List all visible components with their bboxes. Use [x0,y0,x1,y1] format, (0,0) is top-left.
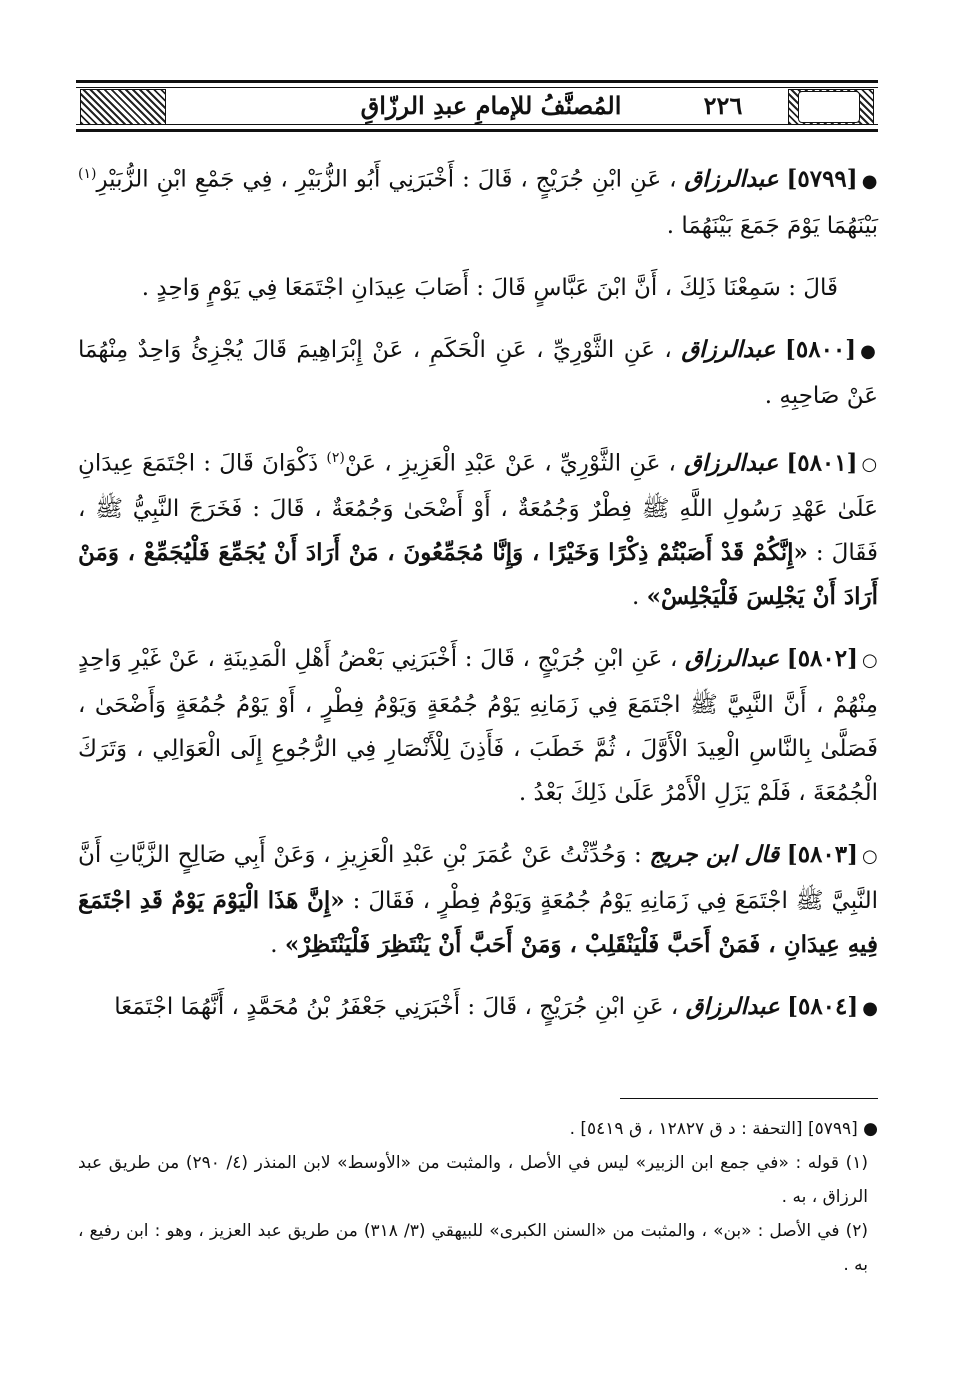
narrator: عبدالرزاق [681,335,776,363]
hadith-5800 [78,328,878,418]
hadith-5802 [78,637,878,815]
hadith-number: [٥٧٩٩] [786,165,858,193]
ornament-left [80,89,166,125]
hadith-5799-cont [78,266,878,310]
hadith-text: . [270,932,285,959]
narrator: عبدالرزاق [685,645,780,673]
bullet-marker: ● [861,170,878,192]
hadith-number: [٥٨٠٣] [786,841,858,869]
hadith-number: [٥٨٠٠] [784,335,857,363]
hadith-5803 [78,833,878,967]
hadith-text: ، عَنِ ابْنِ جُرَيْجٍ ، قَالَ : أَخْبَرَنِي بَعْضُ أَهْلِ الْمَدِينَةِ ، عَنْ غَيْرِ وَاحِدٍ مِنْهُمْ ، أَنَّ النَّبِيَّ ﷺ اجْتَمَعَ فِي زَمَانِهِ يَوْمُ جُمُعَةٍ وَيَوْمُ فِطْرٍ ، أَوْ يَوْمُ جُمُعَةٍ وَأَضْحَىٰ ، فَصَلَّىٰ بِالنَّاسِ الْعِيدَ الْأَوَّلَ ، ثُمَّ خَطَبَ ، فَأَذِنَ لِلْأَنْصَارِ فِي الرُّجُوعِ إِلَى الْعَوَالِي ، وَتَرَكَ الْجُمُعَةَ ، فَلَمْ يَزَلِ الْأَمْرُ عَلَىٰ ذَلِكَ بَعْدُ . [78,646,878,807]
hadith-text: ذَكْوَانَ قَالَ : اجْتَمَعَ عِيدَانِ عَلَىٰ عَهْدِ رَسُولِ اللَّهِ ﷺ فِطْرٌ وَجُمُعَةٌ ، أَوْ أَضْحَىٰ وَجُمُعَةٌ ، قَالَ : فَخَرَجَ النَّبِيُّ ﷺ ، فَقَالَ : [78,450,878,567]
prophetic-quote: «إِنَّكُمْ قَدْ أَصَبْتُمْ ذِكْرًا وَخَيْرًا ، وَإِنَّا مُجَمِّعُونَ ، مَنْ أَرَادَ أَنْ يُجَمِّعَ فَلْيُجَمِّعْ ، وَمَنْ أَرَادَ أَنْ يَجْلِسَ فَلْيَجْلِسْ» [78,539,878,611]
narrator: عبدالرزاق [684,165,779,193]
hadith-number: [٥٨٠١] [786,449,858,477]
hadith-number: [٥٨٠٢] [786,645,858,673]
bullet-marker: ● [862,998,878,1020]
circle-marker: ○ [862,846,878,868]
circle-marker: ○ [861,454,879,476]
narrator: عبدالرزاق [684,449,779,477]
footnotes [78,1112,878,1282]
ornament-right [788,89,874,125]
footnote-divider [620,1098,878,1099]
hadith-text: بَيْنَهُمَا يَوْمَ جَمَعَ بَيْنَهُمَا . [666,212,878,239]
hadith-text: ، عَنِ الثَّوْرِيِّ ، عَنْ عَبْدِ الْعَزِيزِ ، عَنْ [344,450,676,477]
page-number: ٢٢٦ [703,91,743,120]
footnote-ref: (١) [78,166,97,182]
footnote-tuhfa: ● [٥٧٩٩] [التحفة : د ق ١٢٨٢٧ ، ق ٥٤١٩] . [569,1119,878,1139]
circle-marker: ○ [862,650,878,672]
main-text [78,152,878,1049]
hadith-5801 [78,436,878,620]
hadith-number: [٥٨٠٤] [787,993,859,1021]
header-title: المُصنَّفُ للإمامِ عبدِ الرزّاقِ [360,91,622,120]
hadith-text: . [632,584,647,611]
page-header [76,80,878,132]
hadith-text: ، عَنِ الثَّوْرِيِّ ، عَنِ الْحَكَمِ ، عَنْ إِبْرَاهِيمَ قَالَ يُجْزِئُ وَاحِدٌ مِنْهُمَا عَنْ صَاحِبِهِ . [78,336,878,409]
footnote-ref: (٢) [326,449,345,466]
bullet-marker: ● [860,340,879,362]
footnote-1: (١) قوله : «في جمع ابن الزبير» ليس في الأصل ، والمثبت من «الأوسط» لابن المنذر (٤/ ٢٩٠) من طريق عبد الرزاق ، به . [78,1153,868,1207]
narrator: عبدالرزاق [685,993,780,1021]
hadith-text: ، عَنِ ابْنِ جُرَيْجٍ ، قَالَ : أَخْبَرَنِي جَعْفَرُ بْنُ مُحَمَّدٍ ، أَنَّهُمَا اجْتَمَعَا [114,994,679,1021]
footnote-2: (٢) في الأصل : «بن» ، والمثبت من «السنن الكبرى» للبيهقي (٣/ ٣١٨) من طريق عبد العزيز ، وهو : ابن رفيع ، به . [78,1221,868,1275]
narrator: قال ابن جريج [649,841,780,869]
header-seal [798,91,860,123]
hadith-text: ، عَنِ ابْنِ جُرَيْجٍ ، قَالَ : أَخْبَرَنِي أَبُو الزُّبَيْرِ ، فِي جَمْعِ ابْنِ الزُّبَيْرِ [96,166,677,193]
hadith-text: : وَحُدِّثْتُ عَنْ عُمَرَ بْنِ عَبْدِ الْعَزِيزِ ، وَعَنْ أَبِي صَالِحٍ الزَّيَّاتِ أَنَّ النَّبِيَّ ﷺ اجْتَمَعَ فِي زَمَانِهِ يَوْمُ جُمُعَةٍ وَيَوْمُ فِطْرٍ ، فَقَالَ : [78,842,878,915]
hadith-5804 [78,985,878,1031]
hadith-text: قَالَ : سَمِعْنَا ذَلِكَ ، أَنَّ ابْنَ عَبَّاسٍ قَالَ : أَصَابَ عِيدَانِ اجْتَمَعَا فِي يَوْمٍ وَاحِدٍ . [141,274,838,301]
hadith-5799 [78,152,878,248]
prophetic-quote: «إِنَّ هَذَا الْيَوْمَ يَوْمٌ قَدِ اجْتَمَعَ فِيهِ عِيدَانِ ، فَمَنْ أَحَبَّ فَلْيَنْقَلِبْ ، وَمَنْ أَحَبَّ أَنْ يَنْتَظِرَ فَلْيَنْتَظِرْ» [78,887,878,959]
